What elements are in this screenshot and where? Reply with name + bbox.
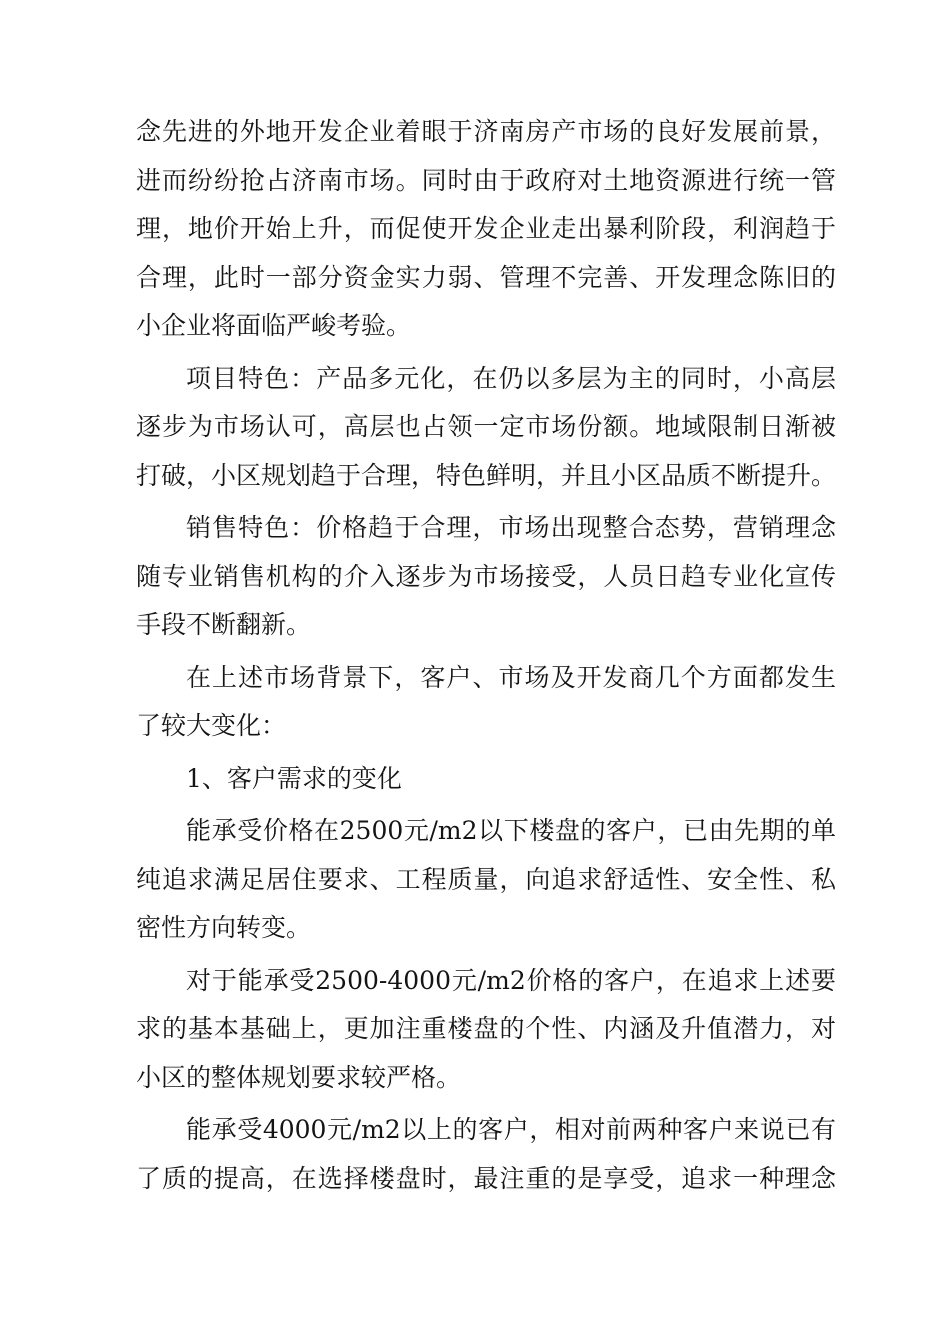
text-line: 逐步为市场认可，高层也占领一定市场份额。地域限制日渐被 xyxy=(136,412,836,441)
text-line: 对于能承受2500-4000元/m2价格的客户，在追求上述要 xyxy=(186,965,836,995)
paragraph xyxy=(136,957,836,1103)
text-line: 1、客户需求的变化 xyxy=(186,763,402,793)
text-line: 能承受价格在2500元/m2以下楼盘的客户，已由先期的单 xyxy=(186,816,836,845)
paragraph xyxy=(136,1106,836,1203)
text-line: 合理，此时一部分资金实力弱、管理不完善、开发理念陈旧的 xyxy=(136,262,836,292)
text-line: 小企业将面临严峻考验。 xyxy=(136,311,412,340)
text-line: 在上述市场背景下，客户、市场及开发商几个方面都发生 xyxy=(186,662,836,692)
text-line: 理，地价开始上升，而促使开发企业走出暴利阶段，利润趋于 xyxy=(136,214,836,243)
text-line: 了较大变化： xyxy=(136,711,287,740)
document-body xyxy=(136,108,836,1203)
text-line: 手段不断翻新。 xyxy=(136,610,312,639)
text-line: 求的基本基础上，更加注重楼盘的个性、内涵及升值潜力，对 xyxy=(136,1014,836,1043)
text-line: 能承受4000元/m2以上的客户，相对前两种客户来说已有 xyxy=(186,1115,836,1144)
paragraph xyxy=(136,108,836,351)
text-line: 销售特色：价格趋于合理，市场出现整合态势，营销理念 xyxy=(186,513,836,542)
text-line: 小区的整体规划要求较严格。 xyxy=(136,1062,462,1092)
section-heading xyxy=(136,755,836,804)
text-line: 纯追求满足居住要求、工程质量，向追求舒适性、安全性、私 xyxy=(136,864,836,894)
paragraph xyxy=(136,807,836,953)
text-line: 进而纷纷抢占济南市场。同时由于政府对土地资源进行统一管 xyxy=(136,165,836,195)
paragraph xyxy=(136,504,836,650)
paragraph xyxy=(136,654,836,751)
text-line: 项目特色：产品多元化，在仍以多层为主的同时，小高层 xyxy=(186,363,836,393)
paragraph xyxy=(136,355,836,501)
text-line: 密性方向转变。 xyxy=(136,913,312,942)
text-line: 打破，小区规划趋于合理，特色鲜明，并且小区品质不断提升。 xyxy=(136,460,837,490)
text-line: 了质的提高，在选择楼盘时，最注重的是享受，追求一种理念 xyxy=(136,1163,836,1193)
text-line: 念先进的外地开发企业着眼于济南房产市场的良好发展前景， xyxy=(136,117,836,146)
text-line: 随专业销售机构的介入逐步为市场接受，人员日趋专业化宣传 xyxy=(136,561,836,591)
